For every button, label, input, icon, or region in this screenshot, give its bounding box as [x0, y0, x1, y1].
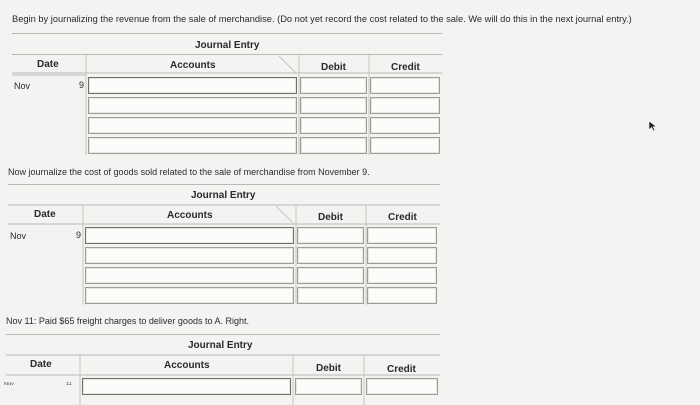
credit-input[interactable]	[370, 117, 440, 134]
debit-input[interactable]	[297, 267, 364, 284]
col-accounts: Accounts	[167, 210, 213, 221]
debit-input[interactable]	[297, 287, 364, 304]
credit-input[interactable]	[370, 137, 440, 154]
credit-input[interactable]	[367, 287, 437, 304]
credit-input[interactable]	[370, 77, 440, 94]
col-date: Date	[30, 359, 52, 370]
date-day: 9	[76, 230, 82, 240]
account-input[interactable]	[88, 117, 297, 134]
account-input[interactable]	[88, 97, 297, 114]
mouse-cursor-icon	[648, 120, 658, 132]
account-input[interactable]	[85, 247, 294, 264]
instruction-revenue: Begin by journalizing the revenue from the sale of merchandise. (Do not yet record the cost related to the sale. We will do this in the next journal entry.)	[12, 14, 632, 24]
journal-entry-title: Journal Entry	[191, 190, 256, 201]
debit-input[interactable]	[297, 227, 364, 244]
col-credit: Credit	[387, 364, 416, 375]
col-date: Date	[37, 59, 59, 70]
debit-input[interactable]	[300, 117, 367, 134]
credit-input[interactable]	[367, 247, 437, 264]
col-debit: Debit	[316, 363, 341, 374]
col-credit: Credit	[391, 62, 420, 73]
credit-input[interactable]	[367, 227, 437, 244]
debit-input[interactable]	[300, 97, 367, 114]
account-input[interactable]	[85, 227, 294, 244]
journal-entry-title: Journal Entry	[188, 340, 253, 351]
date-month: Nov	[14, 81, 31, 91]
date-day: 9	[79, 80, 85, 90]
col-credit: Credit	[388, 212, 417, 223]
instruction-cogs: Now journalize the cost of goods sold related to the sale of merchandise from November 9.	[8, 167, 370, 177]
date-month: Nov	[4, 381, 14, 387]
account-input[interactable]	[88, 137, 297, 154]
date-day: 11	[66, 381, 72, 387]
col-accounts: Accounts	[170, 60, 216, 71]
credit-input[interactable]	[370, 97, 440, 114]
debit-input[interactable]	[300, 77, 367, 94]
account-input[interactable]	[88, 77, 297, 94]
account-input[interactable]	[85, 287, 294, 304]
instruction-freight: Nov 11: Paid $65 freight charges to deliver goods to A. Right.	[6, 316, 249, 326]
debit-input[interactable]	[297, 247, 364, 264]
col-accounts: Accounts	[164, 360, 210, 371]
credit-input[interactable]	[367, 267, 437, 284]
col-debit: Debit	[321, 62, 346, 73]
account-input[interactable]	[82, 378, 291, 395]
debit-input[interactable]	[295, 378, 362, 395]
debit-input[interactable]	[300, 137, 367, 154]
date-month: Nov	[10, 231, 27, 241]
account-input[interactable]	[85, 267, 294, 284]
journal-entry-title: Journal Entry	[195, 40, 260, 51]
credit-input[interactable]	[366, 378, 438, 395]
col-debit: Debit	[318, 212, 343, 223]
col-date: Date	[34, 209, 56, 220]
